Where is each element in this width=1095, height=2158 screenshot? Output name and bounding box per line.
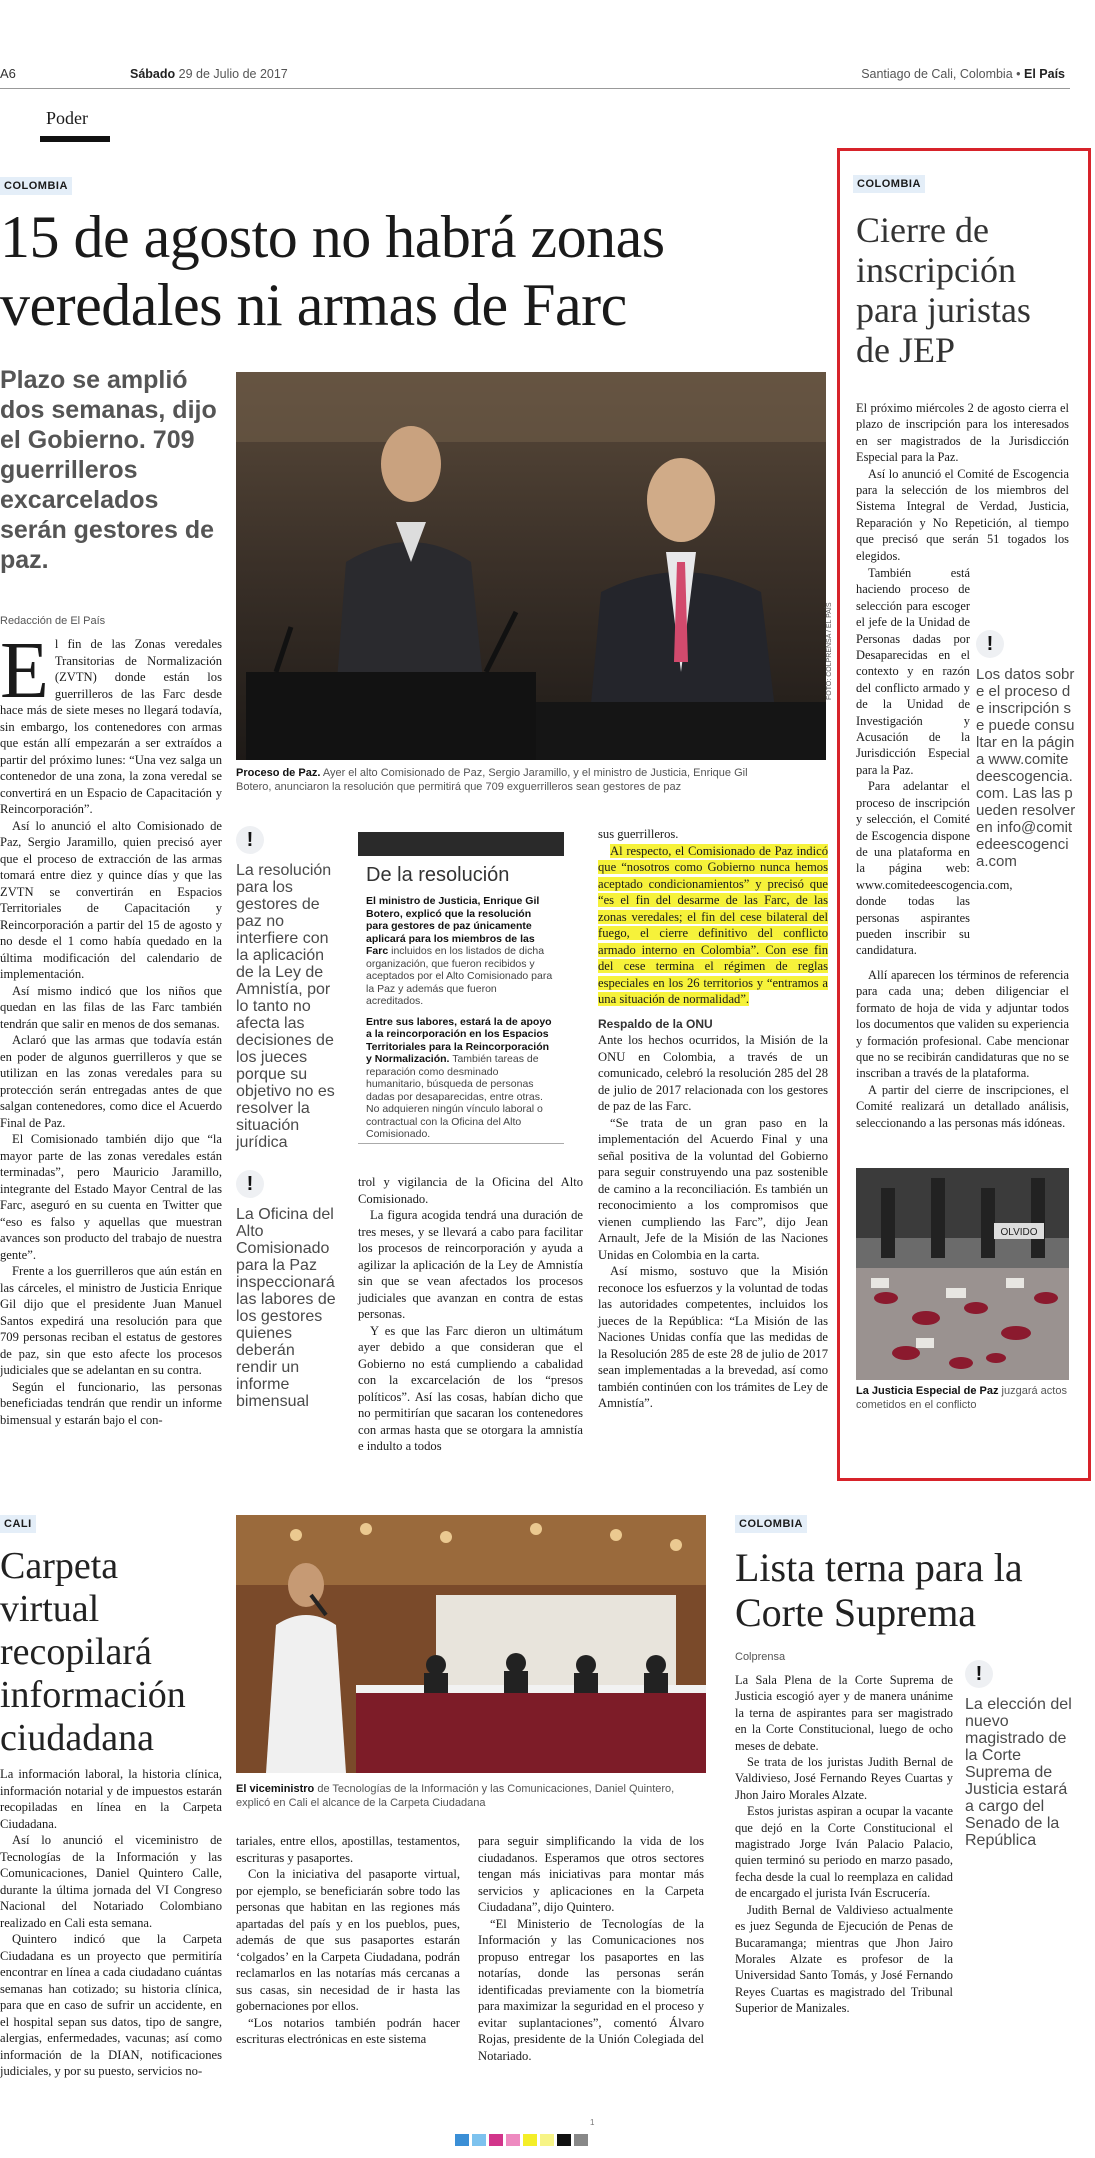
main-col1-p: Frente a los guerrilleros que aún están en las cárceles, el ministro de Justicia Enrique Gil dijo que el presidente Juan Manuel Santos expedirá una resolución para que 709 personas reciban el estatus de gestores de paz, sin que esto afecte los procesos judiciales que se adelantan en su contra.	[0, 1264, 222, 1377]
cali-column-1	[0, 1766, 222, 2080]
exclamation-icon: !	[965, 1660, 993, 1688]
main-tag: COLOMBIA	[0, 177, 72, 195]
main-col4-p: “Se trata de un gran paso en la implementación del Acuerdo Final y una señal positiva de la voluntad del Gobierno para seguir construyendo una paz sostenible de camino a la reconciliación. Es también un reconocimiento a los compromisos que vienen cumpliendo las Farc”, dijo Jean Arnault, Jefe de la Misión de las Naciones Unidas en Colombia en la carta.	[598, 1115, 828, 1262]
exclamation-icon: !	[236, 1170, 264, 1198]
main-photo-image	[236, 372, 826, 760]
main-col3-p: La figura acogida tendrá una duración de tres meses, y se llevará a cabo para facilitar los procesos de reincorporación y ayuda a agilizar la aplicación de la Ley de Amnistía sin que se vean afectados los procesos judiciales que avanzan en contra de estas personas.	[358, 1208, 583, 1321]
corte-p: Estos juristas aspiran a ocupar la vacante que dejó en la Corte Constitucional el magistrado Jorge Iván Palacio Palacio, quien terminó su periodo en marzo pasado, fecha desde la cual lo reemplaza en calidad de encargado el jurista Iván Escrucería.	[735, 1804, 953, 1901]
main-col4-subhead: Respaldo de la ONU	[598, 1016, 713, 1031]
main-col1-p: l fin de las Zonas veredales Transitorias de Normalización (ZVTN) donde están los guerrilleros de las Farc desde hace más de siete meses no llegará todavía, sin embargo, los contenedores con armas que están allí empezarán a ser extraídos a partir del próximo lunes: “Una vez salga un contenedor de una zona, la zona veredal se convertirá en un Espacio de Capacitación y Reincorporación”.	[0, 637, 222, 816]
color-swatch	[557, 2134, 571, 2146]
header-date	[130, 67, 288, 81]
resolution-box-item-text: incluidos en los listados de dicha organización, que fueron recibidos y aceptados por el Alto Comisionado para la Paz y además que fueron acreditados.	[366, 945, 553, 1007]
main-col4-p: Ante los hechos ocurridos, la Misión de la ONU en Colombia, a través de un comunicado, celebró la resolución 285 del 28 de julio de 2017 relacionada con los gestores de paz de las Farc.	[598, 1033, 828, 1113]
main-photo-caption-bold: Proceso de Paz.	[236, 767, 321, 779]
cali-column-3	[478, 1833, 704, 2064]
main-byline: Redacción de El País	[0, 615, 106, 627]
corte-headline: Lista terna para la Corte Suprema	[735, 1545, 1023, 1635]
resolution-box-item-text: También tareas de reparación como desminado humanitario, búsqueda de personas dadas por desaparecidas, entre otras. No adquieren ningún vínculo laboral o contractual con la Oficina del Alto Comisionado.	[366, 1053, 543, 1140]
header-paper: El País	[1024, 67, 1065, 81]
jep-tag: COLOMBIA	[853, 175, 925, 193]
main-col1-p: El Comisionado también dijo que “la mayor parte de las zonas veredales están terminadas”, pero Mauricio Jaramillo, integrante del Estado Mayor Central de las Farc, aseguró en su cuenta en Twitter que “eso es falso y aquellas que muestran avances son producto del trabajo de nuestra gente”.	[0, 1132, 222, 1262]
main-col1-p: Así lo anunció el alto Comisionado de Paz, Sergio Jaramillo, quien precisó ayer que el proceso de extracción de las armas tomará entre diez y quince días y que las ZVTN se convertirán en Espacios Territoriales de Capacitación y Reincorporación a partir del 15 de agosto y no desde el 1 como había quedado en la última modificación del calendario de implementación.	[0, 818, 222, 981]
color-swatch	[455, 2134, 469, 2146]
cali-col2-p: “Los notarios también podrán hacer escrituras electrónicas en este sistema	[236, 2015, 460, 2046]
header-date-rest: 29 de Julio de 2017	[178, 67, 288, 81]
main-col4-p: Así mismo, sostuvo que la Misión reconoce los esfuerzos y la voluntad de todas las autoridades competentes, incluidos los jueces de la República: “La Misión de las Naciones Unidas confía que las medidas de la Resolución 285 de este 28 de julio de 2017 sean implementadas a la brevedad, así como también continúen con los trámites de Ley de Amnistía”.	[598, 1264, 828, 1410]
jep-headline: Cierre de inscripción para juristas de JEP	[856, 210, 1031, 370]
main-subhead: Plazo se amplió dos semanas, dijo el Gobierno. 709 guerrilleros excarcelados serán gestores de paz.	[0, 366, 217, 574]
main-quote-1-text: La resolución para los gestores de paz no interfiere con la aplicación de la Ley de Amnistía, por lo tanto no afecta las decisiones de los jueces porque su objetivo no es resolver la situación jurídica	[236, 862, 335, 1151]
header-city: Santiago de Cali, Colombia	[861, 67, 1013, 81]
main-quote-2	[236, 1170, 336, 1410]
color-swatch	[574, 2134, 588, 2146]
jep-photo-caption	[856, 1384, 1069, 1412]
cali-col1-p: Quintero indicó que la Carpeta Ciudadana es un proyecto que permitiría encontrar en línea a cada ciudadano cuántas semanas han cotizado; su historia clínica, para que en caso de sufrir un accidente, en el hospital sepan sus datos, tipo de sangre, alergias, enfermedades, vacunas; así como información de la DIAN, notificaciones judiciales, y por su puesto, servicios no-	[0, 1932, 222, 2078]
highlighted-text: Al respecto, el Comisionado de Paz indicó que “nosotros como Gobierno nunca hemos aceptado condicionamientos” y precisó que “es el fin del desarme de las Farc, de las zonas veredales; el fin del cese bilateral del fuego, el cierre definitivo del conflicto armado interno en Colombia”. Con ese fin del cese termina el régimen de reglas especiales en los 26 territorios y “entramos a una situación de normalidad”.	[598, 843, 828, 1006]
jep-p: El próximo miércoles 2 de agosto cierra el plazo de inscripción para los interesados en ser magistrados de la Jurisdicción Especial para la Paz.	[856, 401, 1069, 465]
color-swatch	[489, 2134, 503, 2146]
corte-column	[735, 1672, 953, 2017]
exclamation-icon: !	[976, 630, 1004, 658]
main-col4-highlight	[598, 843, 828, 1008]
jep-column-bottom	[856, 967, 1069, 1131]
cali-col2-p: Con la iniciativa del pasaporte virtual, por ejemplo, se beneficiarán sobre todo las personas que habitan en las regiones más apartadas del país y en los pueblos, pues, además de que sus pasaportes estarán ‘colgados’ en la Carpeta Ciudadana, podrán reclamarlos en las notarías más cercanas a sus casas, sin necesidad de ir hasta las gobernaciones por ellos.	[236, 1867, 460, 2013]
jep-photo-image	[856, 1168, 1069, 1380]
corte-byline: Colprensa	[735, 1651, 786, 1663]
corte-quote-text: La elección del nuevo magistrado de la Corte Suprema de Justicia estará a cargo del Senado de la República	[965, 1696, 1072, 1849]
main-col3-p: trol y vigilancia de la Oficina del Alto Comisionado.	[358, 1175, 583, 1206]
main-column-1	[0, 627, 222, 1428]
resolution-box-item-bold: Entre sus labores, estará la de apoyo a la reincorporación en los Espacios Territoriales para la Reincorporación y Normalización.	[366, 1015, 552, 1065]
main-photo-caption-text: Ayer el alto Comisionado de Paz, Sergio Jaramillo, y el ministro de Justicia, Enrique Gil Botero, anunciaron la resolución que permitirá que 709 exguerrilleros sean gestores de paz	[236, 767, 748, 793]
cali-photo	[236, 1515, 706, 1773]
main-photo-credit: FOTO: COLPRENSA / EL PAÍS	[826, 602, 833, 700]
jep-photo-caption-bold: La Justicia Especial de Paz	[856, 1385, 999, 1397]
main-col3-p: Y es que las Farc dieron un ultimátum ayer debido a que consideran que el Gobierno no está cumpliendo a cabalidad con la excarcelación de los “presos políticos”. Así las cosas, habían dicho que no permitirían que sacaran los contenedores con armas hasta que se otorgara la amnistía e indulto a todos	[358, 1323, 583, 1453]
cali-col3-p: “El Ministerio de Tecnologías de la Información y las Comunicaciones nos propuso entregar los pasaportes en las notarías, donde las personas serán identificadas previamente con la biometría para maximizar la seguridad en el proceso y evitar suplantaciones”, comentó Álvaro Rojas, presidente de la Unión Colegiada del Notariado.	[478, 1916, 704, 2063]
main-col1-p: Así mismo indicó que los niños que quedan en las filas de las Farc también tendrán que salir en menos de dos semanas.	[0, 983, 222, 1031]
jep-p: Así lo anunció el Comité de Escogencia para la selección de los miembros del Sistema Integral de Verdad, Justicia, Reparación y No Repetición, al tiempo que precisó que serán 51 togados los elegidos.	[856, 466, 1069, 563]
main-headline-line1: 15 de agosto no habrá zonas	[0, 204, 665, 270]
cali-col1-p: Así lo anunció el viceministro de Tecnologías de la Información y las Comunicaciones, Daniel Quintero Calle, durante la última jornada del VI Congreso Nacional del Notariado Colombiano realizado en Cali esta semana.	[0, 1833, 222, 1930]
header-date-day: Sábado	[130, 67, 176, 81]
jep-p: Para adelantar el proceso de inscripción y selección, el Comité de Escogencia dispone de una plataforma en la página web: www.comitedeescogencia.com, donde todas las personas aspirantes pueden inscribir su candidatura.	[856, 779, 1013, 958]
section-label-text: Poder	[46, 108, 88, 128]
main-quote-1	[236, 826, 336, 1151]
resolution-box-title: De la resolución	[366, 864, 510, 886]
corte-p: Se trata de los juristas Judith Bernal de Valdivieso, José Fernando Reyes Cuartas y Jhon Jairo Morales Alzate.	[735, 1755, 953, 1802]
page-number: A6	[0, 66, 16, 81]
main-headline	[0, 203, 830, 339]
jep-quote	[976, 630, 1076, 870]
resolution-box	[358, 832, 564, 1144]
jep-p: También está haciendo proceso de selección para escoger el jefe de la Unidad de Personas dadas por Desaparecidas en el contexto y en razón del conflicto armado y de la Unidad de Investigación y Acusación de la Jurisdicción Especial para la Paz.	[856, 566, 970, 777]
main-col1-p: Según el funcionario, las personas beneficiadas tendrán que rendir un informe bimensual y estarán bajo el con-	[0, 1379, 222, 1427]
jep-p: A partir del cierre de inscripciones, el Comité realizará un detallado análisis, seleccionando a las personas más idóneas.	[856, 1082, 1069, 1130]
jep-photo-sign: OLVIDO	[1000, 1227, 1038, 1238]
footer-mark: 1	[590, 2118, 595, 2127]
header-rule	[0, 88, 1070, 89]
resolution-box-item	[366, 895, 556, 1008]
cali-photo-caption	[236, 1782, 706, 1810]
color-swatch	[540, 2134, 554, 2146]
cali-headline: Carpeta virtual recopilará información ciudadana	[0, 1545, 186, 1759]
exclamation-icon: !	[236, 826, 264, 854]
jep-photo	[856, 1168, 1069, 1380]
cali-photo-caption-bold: El viceministro	[236, 1783, 315, 1795]
cali-photo-caption-text: de Tecnologías de la Información y las Comunicaciones, Daniel Quintero, explicó en Cali el alcance de la Carpeta Ciudadana	[236, 1783, 675, 1809]
jep-column-narrow	[856, 565, 1013, 959]
main-col1-p: Aclaró que las armas que todavía están en poder de algunos guerrilleros y que se utilizan en las zonas veredales para su protección serán entregadas antes de que salgan contenedores, como dice el Acuerdo Final de Paz.	[0, 1033, 222, 1130]
header-location: Santiago de Cali, Colombia • El País	[861, 67, 1065, 81]
cali-tag: CALI	[0, 1515, 36, 1533]
jep-column-main	[856, 400, 1069, 564]
section-label	[40, 100, 110, 142]
cali-column-2	[236, 1833, 460, 2048]
main-photo-caption	[236, 766, 756, 794]
main-headline-line2: veredales ni armas de Farc	[0, 272, 627, 338]
resolution-box-item	[366, 1016, 556, 1141]
color-swatch	[506, 2134, 520, 2146]
jep-quote-text: Los datos sobre el proceso de inscripción se puede consultar en la página www.comitedeescogencia.com. Las las pueden resolver en info@comitedeescogencia.com	[976, 666, 1076, 870]
main-quote-2-text: La Oficina del Alto Comisionado para la Paz inspeccionará las labores de los gestores quienes deberán rendir un informe bimensual	[236, 1206, 336, 1410]
corte-quote	[965, 1660, 1075, 1849]
cali-photo-image	[236, 1515, 706, 1773]
main-column-3	[358, 1174, 583, 1455]
dropcap: E	[0, 627, 49, 715]
color-swatch	[523, 2134, 537, 2146]
main-col4-p: sus guerrilleros.	[598, 827, 679, 841]
jep-p: Allí aparecen los términos de referencia para cada una; deben diligenciar el formato de hoja de vida y adjuntar todos los documentos que validen su experiencia y formación profesional. Cabe mencionar que no se recibirán candidaturas que no se inscriban a través de la plataforma.	[856, 968, 1069, 1081]
corte-p: La Sala Plena de la Corte Suprema de Justicia escogió ayer y de manera unánime la terna de aspirantes para ser magistrado en la Corte Constitucional, luego de ocho meses de debate.	[735, 1673, 953, 1753]
corte-tag: COLOMBIA	[735, 1515, 807, 1533]
resolution-box-item-bold: El ministro de Justicia, Enrique Gil Botero, explicó que la resolución para gestores de paz únicamente aplicará para los miembros de las Farc	[366, 895, 540, 957]
corte-p: Judith Bernal de Valdivieso actualmente es juez Segunda de Ejecución de Penas de Bucaramanga; mientras que Jhon Jairo Morales Alzate es profesor de la Universidad Santo Tomás, y José Fernando Reyes Cuartas es magistrado del Tribunal Superior de Manizales.	[735, 1902, 953, 2016]
main-photo	[236, 372, 826, 760]
cali-col1-p: La información laboral, la historia clínica, información notarial y de impuestos estarán recopiladas en línea en la Carpeta Ciudadana.	[0, 1767, 222, 1831]
color-swatch	[472, 2134, 486, 2146]
main-column-4	[598, 826, 828, 1412]
cali-col2-p: tariales, entre ellos, apostillas, testamentos, escrituras y pasaportes.	[236, 1834, 460, 1865]
print-color-bar	[455, 2133, 591, 2147]
jep-photo-caption-text: juzgará actos cometidos en el conflicto	[856, 1385, 1067, 1411]
cali-col3-p: para seguir simplificando la vida de los ciudadanos. Esperamos que otros sectores tengan más iniciativas para montar más servicios y aplicaciones en la Carpeta Ciudadana”, dijo Quintero.	[478, 1834, 704, 1914]
